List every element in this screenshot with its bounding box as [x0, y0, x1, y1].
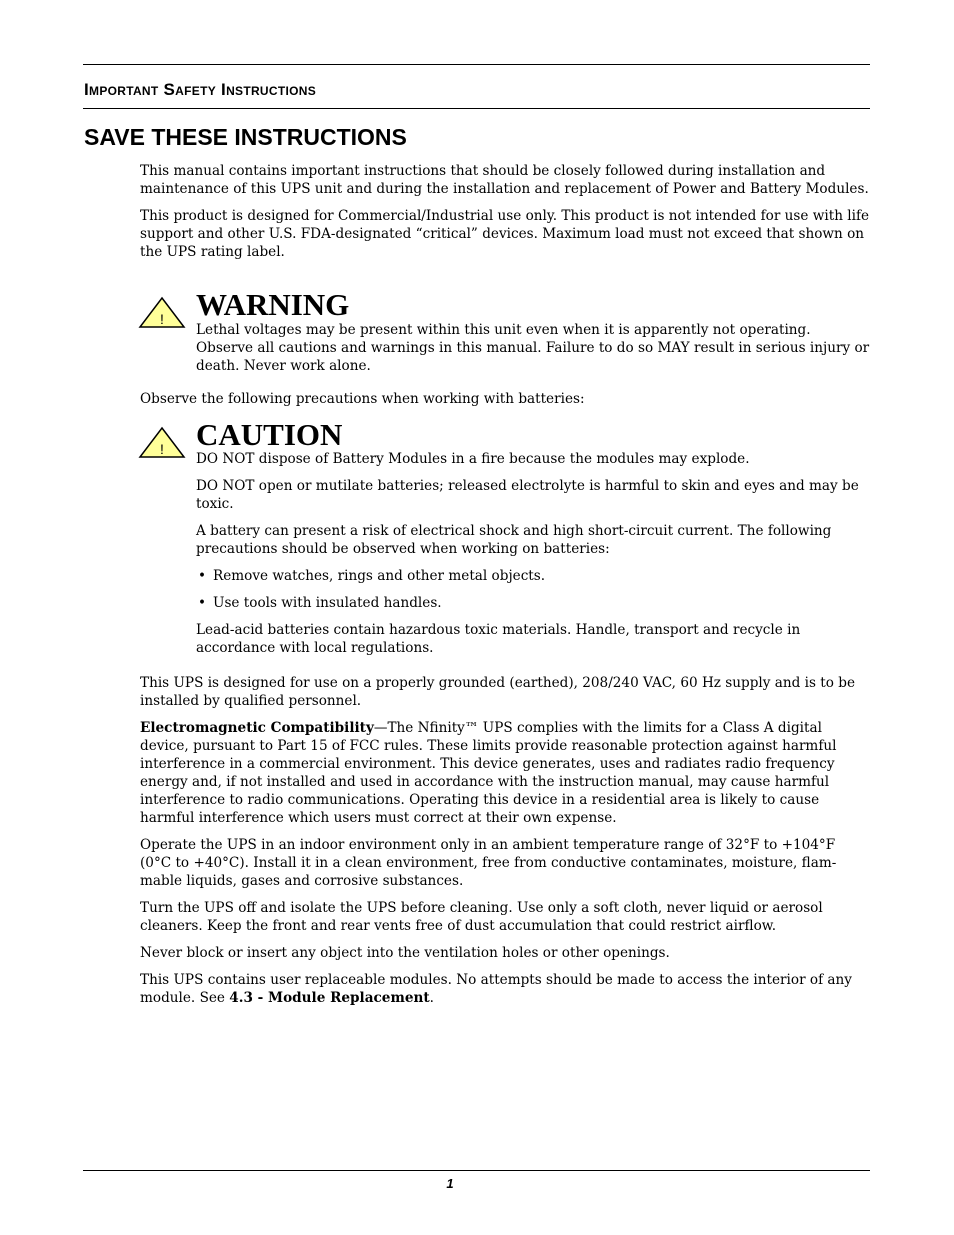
header-title: Important Safety Instructions	[84, 80, 317, 99]
warning-body	[196, 321, 870, 384]
bullet-dot: •	[198, 595, 207, 611]
modules-text: This UPS contains user replaceable modules. No attempts should be made to access the interior of any module. See	[140, 972, 852, 1006]
bullet-text: Remove watches, rings and other metal objects.	[213, 568, 546, 584]
warning-text: Lethal voltages may be present within this unit even when it is apparently not operating. Observe all cautions and warnings in this manual. Failure to do so MAY result in serious injury or death. Never work alone.	[196, 322, 870, 374]
caution-triangle-icon	[138, 426, 186, 458]
emc-paragraph	[140, 719, 870, 827]
caution-paragraph-2: DO NOT open or mutilate batteries; released electrolyte is harmful to skin and eyes and may be toxic.	[196, 478, 859, 512]
main-section	[140, 674, 870, 1016]
svg-text:!: !	[160, 311, 164, 327]
caution-body	[196, 450, 870, 666]
emc-label: Electromagnetic Compatibility	[140, 720, 374, 736]
warning-triangle-icon	[138, 296, 186, 328]
ventilation-paragraph: Never block or insert any object into the ventilation holes or other openings.	[140, 945, 670, 961]
modules-paragraph	[140, 971, 870, 1007]
caution-paragraph-1: DO NOT dispose of Battery Modules in a fire because the modules may explode.	[196, 451, 750, 467]
intro-section	[140, 162, 870, 270]
caution-bullet-1	[196, 567, 870, 585]
bullet-text: Use tools with insulated handles.	[213, 595, 442, 611]
module-replacement-link[interactable]: 4.3 - Module Replacement	[229, 990, 430, 1006]
emc-text: —The Nfinity™ UPS complies with the limits for a Class A digital device, pursuant to Part 15 of FCC rules. These limits provide reasonable protection against harmful interference in a commercial environment. This device generates, uses and radiates radio frequency energy and, if not installed and used in accordance with the instruction manual, may cause harmful interference to radio communications. Operating this device in a residential area is likely to cause harmful interference which users must correct at their own expense.	[140, 720, 837, 826]
caution-title: CAUTION	[196, 417, 343, 452]
modules-end: .	[429, 990, 434, 1006]
warning-title: WARNING	[196, 287, 350, 322]
page-heading: SAVE THESE INSTRUCTIONS	[84, 124, 407, 150]
bullet-dot: •	[198, 568, 207, 584]
supply-paragraph: This UPS is designed for use on a properly grounded (earthed), 208/240 VAC, 60 Hz supply and is to be installed by qualified personnel.	[140, 675, 856, 709]
caution-paragraph-4: Lead-acid batteries contain hazardous toxic materials. Handle, transport and recycle in accordance with local regulations.	[196, 622, 801, 656]
svg-text:!: !	[160, 441, 164, 457]
caution-bullet-2	[196, 594, 870, 612]
cleaning-paragraph: Turn the UPS off and isolate the UPS before cleaning. Use only a soft cloth, never liquid or aerosol cleaners. Keep the front and rear vents free of dust accumulation that could restrict airflow.	[140, 900, 823, 934]
intro-paragraph-1: This manual contains important instructions that should be closely followed during installation and maintenance of this UPS unit and during the installation and replacement of Power and Battery Modules.	[140, 163, 869, 197]
page-number: 1	[446, 1176, 454, 1191]
header-rule	[83, 108, 870, 109]
intro-paragraph-2: This product is designed for Commercial/Industrial use only. This product is not intended for use with life support and other U.S. FDA-designated “critical” devices. Maximum load must not exceed that shown on the UPS rating label.	[140, 208, 870, 260]
top-rule	[83, 64, 870, 65]
caution-paragraph-3: A battery can present a risk of electrical shock and high short-circuit current. The following precautions should be observed when working on batteries:	[196, 523, 832, 557]
batteries-intro: Observe the following precautions when working with batteries:	[140, 391, 585, 407]
batteries-intro-section	[140, 390, 870, 417]
environment-paragraph: Operate the UPS in an indoor environment only in an ambient temperature range of 32°F to +104°F (0°C to +40°C). Install it in a clean environment, free from conductive contaminates, moisture, flam-mable liquids, gases and corrosive substances.	[140, 837, 837, 889]
footer-rule	[83, 1170, 870, 1171]
